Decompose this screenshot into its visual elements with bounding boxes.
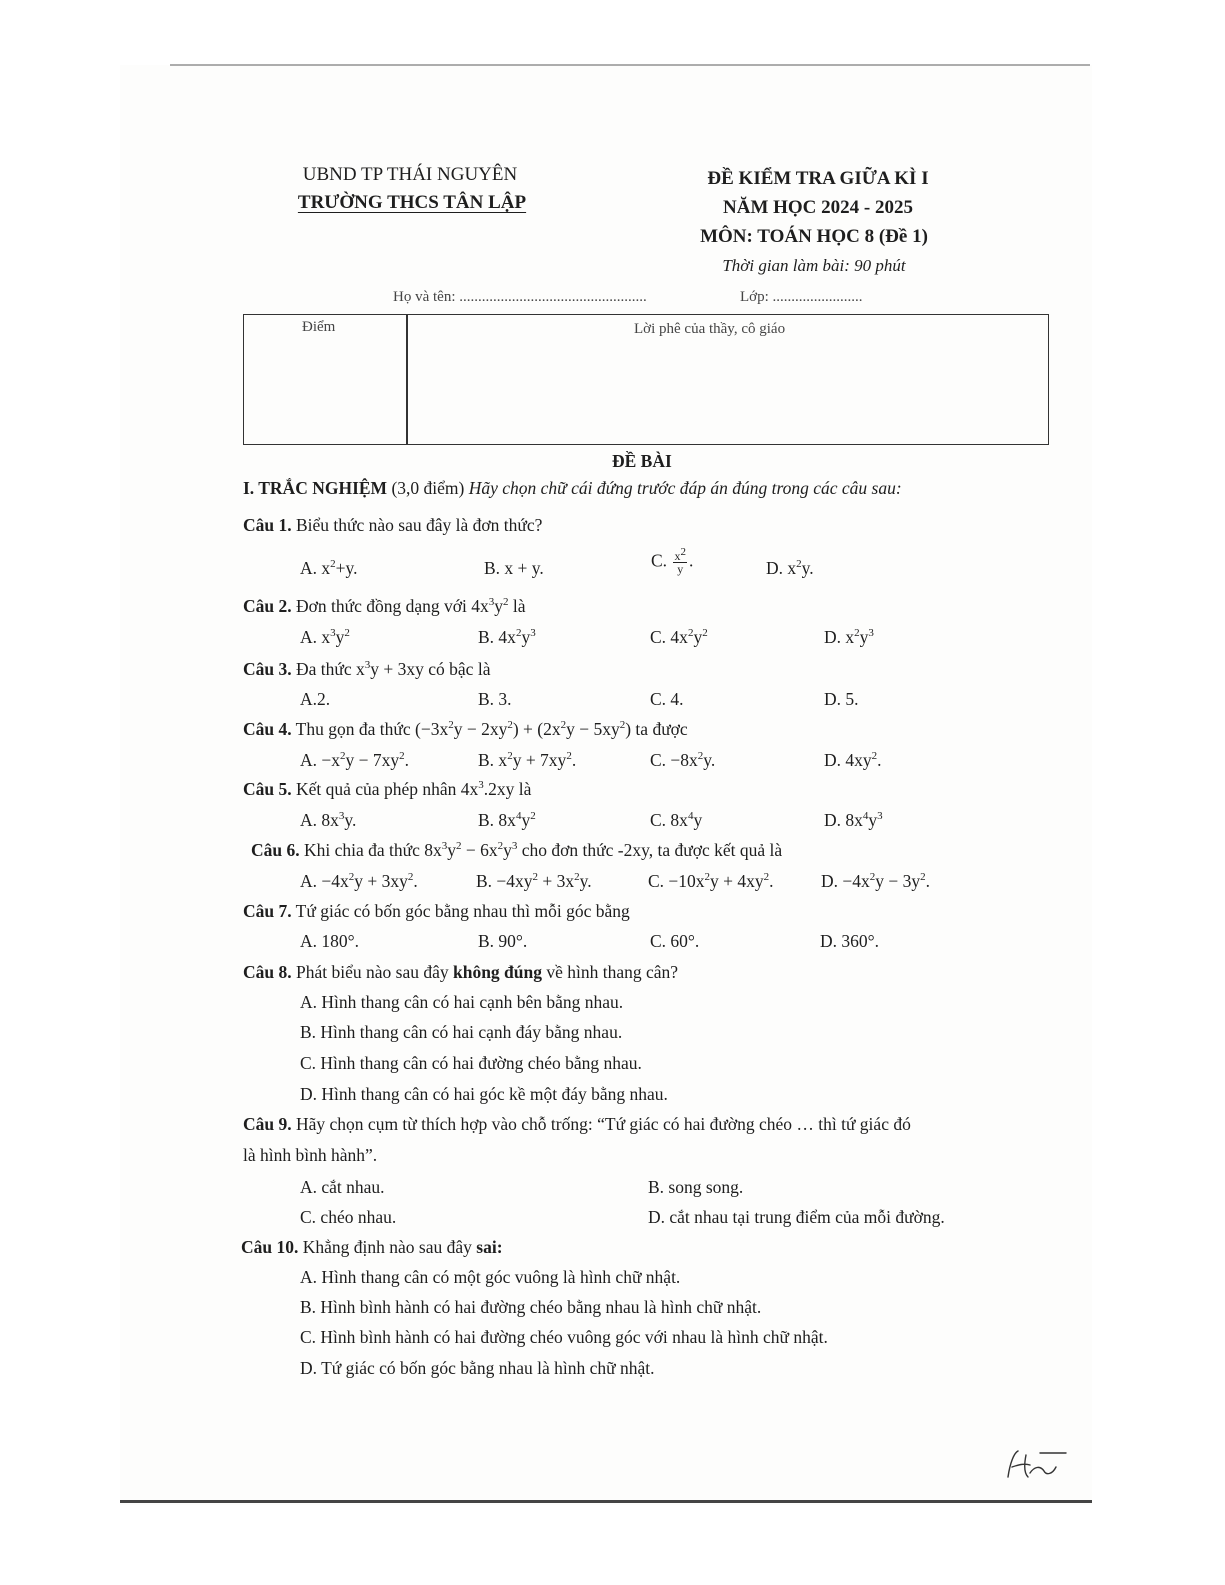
section-1-heading [243,478,902,499]
option-6b[interactable]: B. $-4xy^2 + 3x^2y$. [476,871,592,891]
subject: MÔN: TOÁN HỌC 8 (Đề 1) [700,226,928,247]
option-4a[interactable]: A. $-x^2y - 7xy^2$. [300,750,410,770]
question-label: Câu 6. [251,840,300,860]
option-3b[interactable]: B. 3. [478,689,512,709]
option-2b[interactable]: B. $4x^2y^3$ [478,627,536,647]
grade-table [243,314,1049,445]
signature-mark [1000,1445,1070,1485]
option-5c[interactable]: C. $8x^4y$ [650,810,703,830]
option-3a[interactable]: A.2. [300,689,331,709]
option-6c[interactable]: C. $-10x^2y + 4xy^2$. [648,871,774,891]
option-4d[interactable]: D. $4xy^2$. [824,750,882,770]
question-text: Tứ giác có bốn góc bằng nhau thì mỗi góc bằng [291,901,630,921]
question-label: Câu 10. [241,1237,299,1257]
option-10d[interactable]: D. Tứ giác có bốn góc bằng nhau là hình chữ nhật. [300,1358,655,1378]
question-label: Câu 5. [243,779,292,799]
option-2c[interactable]: C. $4x^2y^2$ [650,627,708,647]
option-1c[interactable]: C. $\frac{x^2}{y}$ . [651,546,694,576]
exam-body-title: ĐỀ BÀI [612,451,672,471]
option-1d[interactable]: D. $x^2y$. [766,558,814,578]
option-2d[interactable]: D. $x^2y^3$ [824,627,874,647]
option-8a[interactable]: A. Hình thang cân có hai cạnh bên bằng nhau. [300,992,624,1012]
student-name-field[interactable]: Họ và tên: .................................................. [393,289,647,305]
school-name [262,192,562,214]
fraction: $\frac{x^2}{y}$ [674,546,686,576]
exam-title: ĐỀ KIỂM TRA GIỮA KÌ I [707,168,929,189]
question-label: Câu 9. [243,1114,292,1134]
school-name-text: TRƯỜNG THCS TÂN LẬP [297,192,527,213]
question-7 [243,901,630,922]
option-2a[interactable]: A. $x^3y^2$ [300,627,350,647]
option-7d[interactable]: D. 360°. [820,931,880,951]
option-7b[interactable]: B. 90°. [478,931,528,951]
question-text: Khẳng định nào sau đây [298,1237,477,1257]
option-7c[interactable]: C. 60°. [650,931,700,951]
teacher-comment-label: Lời phê của thầy, cô giáo [634,321,786,337]
question-text: Hãy chọn cụm từ thích hợp vào chỗ trống: “Tứ giác có hai đường chéo … thì tứ giác đó [291,1114,911,1134]
question-10 [241,1237,503,1258]
question-label: Câu 7. [243,901,292,921]
scan-edge-bottom [120,1500,1092,1503]
question-label: Câu 1. [243,515,292,535]
option-5b[interactable]: B. $8x^4y^2$ [478,810,536,830]
question-text-end: về hình thang cân? [542,962,679,982]
option-9c[interactable]: C. chéo nhau. [300,1207,397,1227]
question-label: Câu 8. [243,962,292,982]
student-class-field[interactable]: Lớp: ........................ [740,289,863,305]
option-7a[interactable]: A. 180°. [300,931,360,951]
question-emphasis: sai: [476,1237,503,1257]
section-1-title: I. TRẮC NGHIỆM [243,478,388,498]
question-6: Câu 6. Khi chia đa thức $8x^3y^2 - 6x^2y^3$ cho đơn thức -2xy, ta được kết quả là [251,840,783,860]
question-8 [243,962,678,983]
question-label: Câu 3. [243,659,292,679]
section-1-instruction: Hãy chọn chữ cái đứng trước đáp án đúng trong các câu sau: [468,478,902,498]
option-9d[interactable]: D. cắt nhau tại trung điểm của mỗi đường. [648,1207,945,1227]
option-6a[interactable]: A. $-4x^2y + 3xy^2$. [300,871,418,891]
option-4c[interactable]: C. $-8x^2y$. [650,750,716,770]
option-8d[interactable]: D. Hình thang cân có hai góc kề một đáy bằng nhau. [300,1084,668,1104]
question-label: Câu 2. [243,596,292,616]
option-5d[interactable]: D. $8x^4y^3$ [824,810,883,830]
question-5: Câu 5. Kết quả của phép nhân $4x^3.2xy$ là [243,779,532,799]
scan-edge-top [170,64,1090,66]
option-5a[interactable]: A. $8x^3y$. [300,810,357,830]
time-limit: Thời gian làm bài: 90 phút [722,256,906,275]
question-text: Biểu thức nào sau đây là đơn thức? [291,515,543,535]
option-10b[interactable]: B. Hình bình hành có hai đường chéo bằng nhau là hình chữ nhật. [300,1297,762,1317]
question-2: Câu 2. Đơn thức đồng dạng với $4x^3y^2$ là [243,596,526,616]
option-10a[interactable]: A. Hình thang cân có một góc vuông là hình chữ nhật. [300,1267,681,1287]
grade-table-divider [406,315,408,444]
question-1 [243,515,542,536]
option-3c[interactable]: C. 4. [650,689,684,709]
question-label: Câu 4. [243,719,292,739]
question-9 [243,1114,911,1135]
option-4b[interactable]: B. $x^2y + 7xy^2$. [478,750,577,770]
question-4: Câu 4. Thu gọn đa thức $(-3x^2y - 2xy^2) + (2x^2y - 5xy^2)$ ta được [243,719,688,739]
option-3d[interactable]: D. 5. [824,689,859,709]
score-label: Điểm [302,319,336,335]
option-8c[interactable]: C. Hình thang cân có hai đường chéo bằng nhau. [300,1053,642,1073]
option-9a[interactable]: A. cắt nhau. [300,1177,385,1197]
section-1-points: (3,0 điểm) [387,478,469,498]
question-emphasis: không đúng [452,962,543,982]
question-3: Câu 3. Đa thức $x^3y + 3xy$ có bậc là [243,659,491,679]
question-9-continued: là hình bình hành”. [243,1145,378,1165]
department-name: UBND TP THÁI NGUYÊN [302,164,518,185]
option-1b[interactable]: B. x + y. [484,558,544,578]
option-1a[interactable]: A. $x^2+y$. [300,558,358,578]
option-10c[interactable]: C. Hình bình hành có hai đường chéo vuông góc với nhau là hình chữ nhật. [300,1327,828,1347]
option-9b[interactable]: B. song song. [648,1177,744,1197]
question-text: Phát biểu nào sau đây [291,962,453,982]
option-6d[interactable]: D. $-4x^2y - 3y^2$. [821,871,931,891]
school-year: NĂM HỌC 2024 - 2025 [723,197,913,218]
option-8b[interactable]: B. Hình thang cân có hai cạnh đáy bằng nhau. [300,1022,623,1042]
